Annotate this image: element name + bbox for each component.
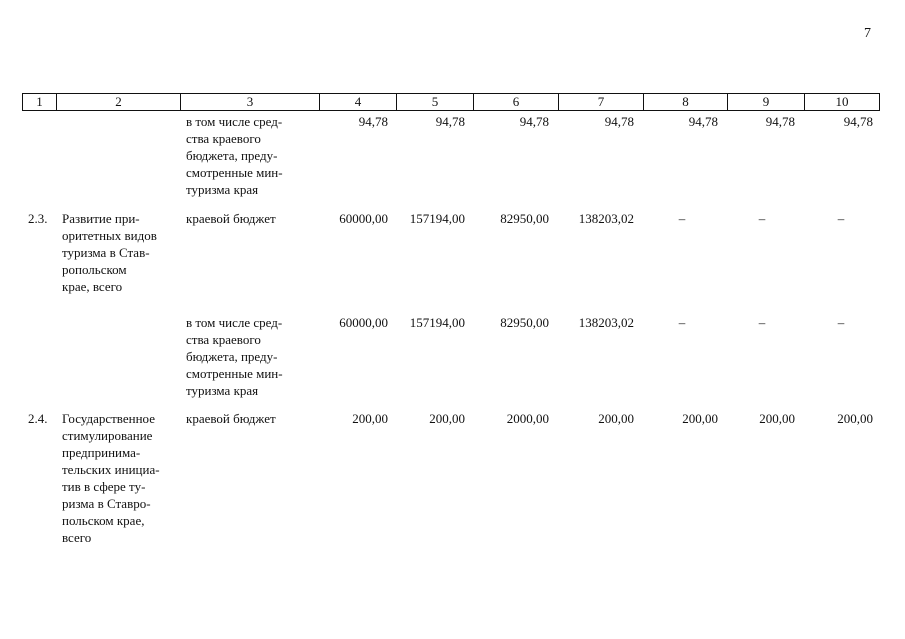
- value-col4: 60000,00: [339, 211, 388, 226]
- column-number: 7: [559, 94, 644, 111]
- value-col6: 94,78: [519, 114, 549, 129]
- value-col8: –: [678, 211, 686, 226]
- text-line: краевой бюджет: [186, 411, 276, 426]
- value-col10: 200,00: [837, 411, 873, 426]
- text-line: тельских инициа-: [62, 462, 160, 477]
- column-number: 2: [57, 94, 181, 111]
- text-line: предпринима-: [62, 445, 141, 460]
- funding-source: [186, 314, 312, 399]
- value-col8: –: [678, 315, 686, 330]
- funding-source: [186, 113, 312, 198]
- value-col9: 200,00: [759, 411, 795, 426]
- value-col5: 157194,00: [409, 211, 465, 226]
- column-number: 3: [181, 94, 320, 111]
- column-number: 1: [23, 94, 57, 111]
- text-line: Государственное: [62, 411, 155, 426]
- funding-source: [186, 410, 312, 427]
- value-col10: 94,78: [843, 114, 873, 129]
- value-col9: –: [758, 315, 766, 330]
- value-col9: –: [758, 211, 766, 226]
- text-line: ства краевого: [186, 131, 261, 146]
- page-number: 7: [864, 26, 871, 41]
- value-col4: 200,00: [352, 411, 388, 426]
- text-line: ризма в Ставро-: [62, 496, 151, 511]
- value-col9: 94,78: [765, 114, 795, 129]
- column-number: 9: [728, 94, 805, 111]
- text-line: бюджета, преду-: [186, 148, 278, 163]
- text-line: в том числе сред-: [186, 114, 283, 129]
- value-col6: 82950,00: [500, 211, 549, 226]
- column-number: 6: [474, 94, 559, 111]
- text-line: крае, всего: [62, 279, 123, 294]
- value-col4: 94,78: [358, 114, 388, 129]
- value-col6: 82950,00: [500, 315, 549, 330]
- text-line: бюджета, преду-: [186, 349, 278, 364]
- text-line: краевой бюджет: [186, 211, 276, 226]
- text-line: туризма края: [186, 182, 259, 197]
- funding-source: [186, 210, 312, 227]
- column-number-header: [22, 93, 880, 111]
- text-line: всего: [62, 530, 92, 545]
- value-col4: 60000,00: [339, 315, 388, 330]
- value-col10: –: [837, 211, 845, 226]
- activity-name: [62, 210, 174, 295]
- text-line: ства краевого: [186, 332, 261, 347]
- row-code: 2.4.: [28, 411, 48, 426]
- text-line: оритетных видов: [62, 228, 157, 243]
- text-line: тив в сфере ту-: [62, 479, 146, 494]
- column-number: 10: [805, 94, 880, 111]
- value-col5: 200,00: [429, 411, 465, 426]
- column-number: 5: [397, 94, 474, 111]
- text-line: Развитие при-: [62, 211, 140, 226]
- value-col10: –: [837, 315, 845, 330]
- text-line: в том числе сред-: [186, 315, 283, 330]
- column-number: 8: [644, 94, 728, 111]
- text-line: польском крае,: [62, 513, 145, 528]
- value-col6: 2000,00: [506, 411, 549, 426]
- column-number: 4: [320, 94, 397, 111]
- text-line: смотренные мин-: [186, 165, 283, 180]
- value-col7: 94,78: [604, 114, 634, 129]
- text-line: ропольском: [62, 262, 127, 277]
- value-col5: 157194,00: [409, 315, 465, 330]
- value-col8: 200,00: [682, 411, 718, 426]
- row-code: 2.3.: [28, 211, 48, 226]
- value-col7: 138203,02: [578, 315, 634, 330]
- text-line: стимулирование: [62, 428, 153, 443]
- activity-name: [62, 410, 174, 546]
- value-col8: 94,78: [688, 114, 718, 129]
- text-line: смотренные мин-: [186, 366, 283, 381]
- value-col7: 200,00: [598, 411, 634, 426]
- text-line: туризма в Став-: [62, 245, 150, 260]
- text-line: туризма края: [186, 383, 259, 398]
- value-col5: 94,78: [435, 114, 465, 129]
- value-col7: 138203,02: [578, 211, 634, 226]
